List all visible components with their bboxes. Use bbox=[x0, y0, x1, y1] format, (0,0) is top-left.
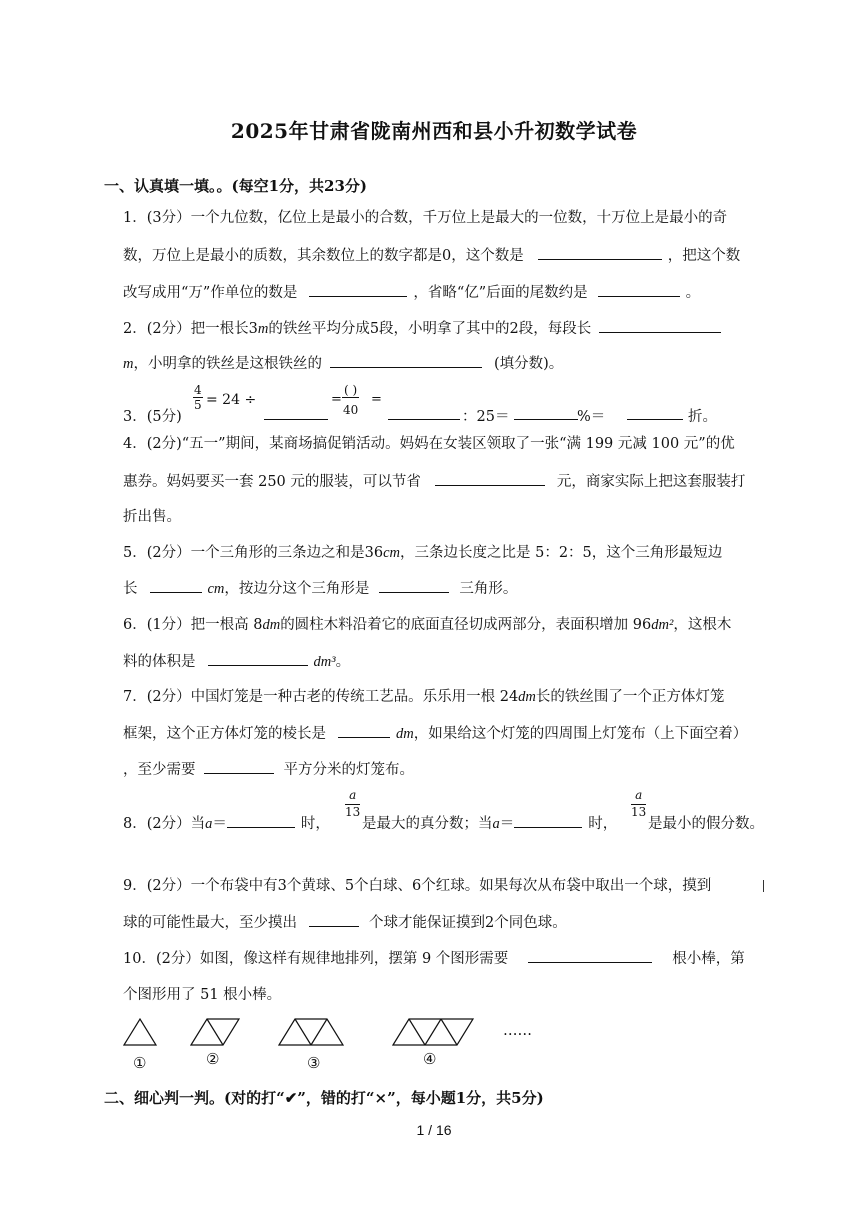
section-1-heading: 一、认真填一填。。(每空1分，共23分) bbox=[104, 177, 368, 195]
q9-line2: 球的可能性最大，至少摸出 个球才能保证摸到2个同色球。 bbox=[123, 912, 567, 933]
q10-line1: 10．(2分）如图，像这样有规律地排列，摆第 9 个图形需要 根小棒，第 bbox=[123, 948, 745, 969]
figure-1-triangle bbox=[124, 1019, 156, 1045]
q3-ratio: ：25＝ bbox=[462, 409, 510, 425]
q3-eq2: = bbox=[371, 392, 382, 407]
q8-fraction-2: a 13 bbox=[631, 788, 647, 819]
q1-line2: 数，万位上是最小的质数，其余数位上的数字都是0，这个数是 ，把这个数 bbox=[123, 245, 740, 266]
q3-blank2[interactable] bbox=[388, 405, 460, 420]
q6-line2: 料的体积是 dm³。 bbox=[123, 651, 350, 672]
q8-line-mid: 是最大的真分数；当a＝ 时， bbox=[362, 812, 617, 833]
q7-line2: 框架，这个正方体灯笼的棱长是 dm，如果给这个灯笼的四周围上灯笼布（上下面空着） bbox=[123, 723, 747, 744]
q2-blank2[interactable] bbox=[330, 353, 482, 368]
q3-blank3[interactable] bbox=[514, 405, 578, 420]
q1-line3: 改写成用“万”作单位的数是 ，省略“亿”后面的尾数约是 。 bbox=[123, 282, 700, 303]
q6-blank1[interactable] bbox=[208, 651, 308, 666]
q10-line2: 个图形用了 51 根小棒。 bbox=[123, 987, 282, 1003]
q3-fraction-1: 4 5 bbox=[194, 383, 202, 412]
q7-line3: ，至少需要 平方分米的灯笼布。 bbox=[123, 759, 414, 780]
q5-blank2[interactable] bbox=[379, 578, 449, 593]
q1-blank2[interactable] bbox=[309, 282, 407, 297]
figure-3-shape bbox=[279, 1019, 343, 1045]
q3-blank1[interactable] bbox=[264, 405, 328, 420]
q8-end: 是最小的假分数。 bbox=[648, 816, 764, 832]
q3-percent: %＝ bbox=[577, 409, 606, 425]
q1-blank1[interactable] bbox=[538, 245, 662, 260]
q7-blank1[interactable] bbox=[338, 723, 390, 738]
q3-eq-sign: = bbox=[331, 392, 342, 407]
q3-blank4[interactable] bbox=[627, 405, 683, 420]
q10-figures bbox=[0, 1012, 868, 1082]
figure-label-1: ① bbox=[133, 1054, 147, 1072]
figure-ellipsis: …… bbox=[503, 1023, 532, 1039]
q5-blank1[interactable] bbox=[150, 578, 202, 593]
q2-line1: 2．(2分）把一根长3m的铁丝平均分成5段，小明拿了其中的2段，每段长 bbox=[123, 318, 727, 339]
q2-line2: m，小明拿的铁丝是这根铁丝的 (填分数)。 bbox=[123, 353, 563, 374]
q7-line1: 7．(2分）中国灯笼是一种古老的传统工艺品。乐乐用一根 24dm长的铁丝围了一个正方体灯笼 bbox=[123, 689, 725, 705]
figure-label-4: ④ bbox=[423, 1050, 437, 1068]
q5-line1: 5．(2分）一个三角形的三条边之和是36cm，三条边长度之比是 5：2：5，这个三角形最短边 bbox=[123, 545, 723, 561]
q2-blank1[interactable] bbox=[599, 318, 721, 333]
page-title: 2025年甘肃省陇南州西和县小升初数学试卷 bbox=[230, 119, 638, 143]
q4-line1: 4．(2分)“五一”期间，某商场搞促销活动。妈妈在女装区领取了一张“满 199 元减 100 元”的优 bbox=[123, 436, 735, 452]
q9-blank1[interactable] bbox=[309, 912, 359, 927]
q4-blank1[interactable] bbox=[435, 471, 545, 486]
q8-fraction-1: a 13 bbox=[345, 788, 361, 819]
q9-line1: 9．(2分）一个布袋中有3个黄球、5个白球、6个红球。如果每次从布袋中取出一个球，摸到 bbox=[123, 878, 712, 894]
q9-mark bbox=[763, 880, 765, 892]
q4-line2: 惠券。妈妈要买一套 250 元的服装，可以节省 元，商家实际上把这套服装打 bbox=[123, 471, 745, 492]
q4-line3: 折出售。 bbox=[123, 509, 181, 525]
q10-blank1[interactable] bbox=[528, 948, 652, 963]
q3-prefix: 3．(5分) bbox=[123, 409, 182, 425]
q1-line1: 1．(3分）一个九位数，亿位上是最小的合数，千万位上是最大的一位数，十万位上是最小的奇 bbox=[123, 210, 728, 226]
q8-blank1[interactable] bbox=[227, 813, 295, 828]
q5-line2: 长 cm，按边分这个三角形是 三角形。 bbox=[123, 578, 517, 599]
q8-line: 8．(2分）当a＝ 时， bbox=[123, 812, 330, 833]
q8-blank2[interactable] bbox=[514, 813, 582, 828]
figure-label-3: ③ bbox=[307, 1054, 321, 1072]
q6-line1: 6．(1分）把一根高 8dm的圆柱木料沿着它的底面直径切成两部分，表面积增加 96dm²，这根木 bbox=[123, 617, 732, 633]
page-number: 1 / 16 bbox=[416, 1122, 452, 1138]
q3-eq1: = 24 ÷ bbox=[206, 392, 257, 408]
q3-zhe: 折。 bbox=[688, 409, 717, 425]
section-2-heading: 二、细心判一判。(对的打“✔”，错的打“×”，每小题1分，共5分) bbox=[104, 1089, 544, 1107]
q1-blank3[interactable] bbox=[598, 282, 680, 297]
figure-label-2: ② bbox=[206, 1050, 220, 1068]
q7-blank2[interactable] bbox=[204, 759, 274, 774]
q3-fraction-2: ( ) 40 bbox=[342, 383, 359, 417]
